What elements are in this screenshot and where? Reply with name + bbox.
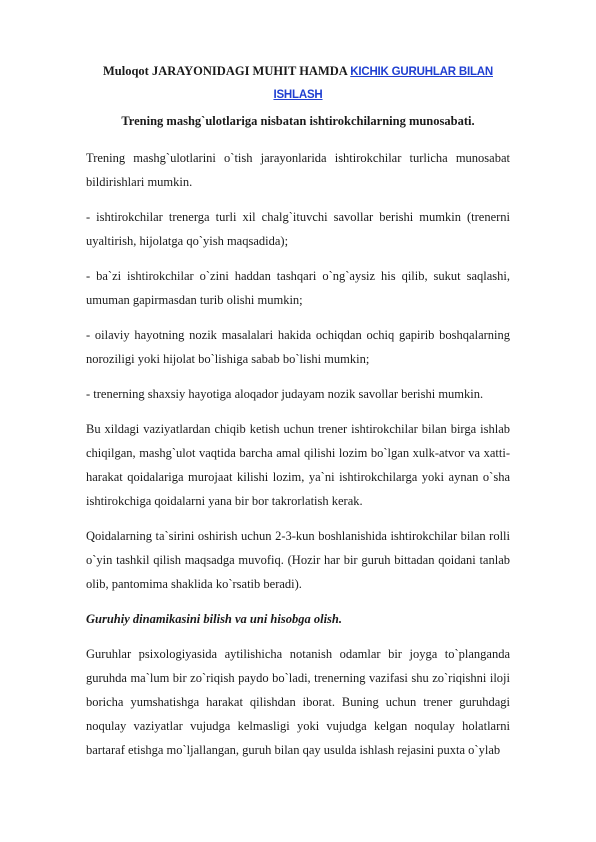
- paragraph: - oilaviy hayotning nozik masalalari hakida ochiqdan ochiq gapirib boshqalarning noroziligi yoki hijolat bo`lishiga sabab bo`lishi mumkin;: [86, 328, 510, 366]
- section-heading: Guruhiy dinamikasini bilish va uni hisobga olish.: [86, 612, 342, 626]
- title-link[interactable]: KICHIK GURUHLAR BILAN ISHLASH: [273, 66, 493, 101]
- paragraph: - trenerning shaxsiy hayotiga aloqador judayam nozik savollar berishi mumkin.: [86, 387, 484, 401]
- paragraph: Trening mashg`ulotlarini o`tish jarayonlarida ishtirokchilar turlicha munosabat bildirishlari mumkin.: [86, 151, 510, 189]
- document-title: [86, 60, 510, 106]
- title-text: Muloqot JARAYONIDAGI MUHIT HAMDA: [103, 64, 351, 78]
- paragraph: - ba`zi ishtirokchilar o`zini haddan tashqari o`ng`aysiz his qilib, sukut saqlashi, umuman gapirmasdan turib olishi mumkin;: [86, 269, 510, 307]
- paragraph: - ishtirokchilar trenerga turli xil chalg`ituvchi savollar berishi mumkin (trenerni uyaltirish, hijolatga qo`yish maqsadida);: [86, 210, 510, 248]
- document-subtitle: Trening mashg`ulotlariga nisbatan ishtirokchilarning munosabati.: [121, 114, 475, 128]
- paragraph: Qoidalarning ta`sirini oshirish uchun 2-3-kun boshlanishida ishtirokchilar bilan rolli o`yin tashkil qilish maqsadga muvofiq. (Hozir har bir guruh bittadan qoidani tanlab olib, pantomima shaklida ko`rsatib beradi).: [86, 529, 510, 591]
- document-page: [86, 60, 510, 773]
- paragraph: Bu xildagi vaziyatlardan chiqib ketish uchun trener ishtirokchilar bilan birga ishlab chiqilgan, mashg`ulot vaqtida barcha amal qilishi lozim bo`lgan xulk-atvor va xatti-harakat qoidalariga murojaat kilishi lozim, ya`ni ishtirokchilarga yoki aynan o`sha ishtirokchiga qoidalarni yana bir bor takrorlatish kerak.: [86, 422, 510, 508]
- paragraph: Guruhlar psixologiyasida aytilishicha notanish odamlar bir joyga to`planganda guruhda ma`lum bir zo`riqish paydo bo`ladi, trenerning vazifasi shu zo`riqishni iloji boricha yumshatishga harakat qilishdan iborat. Buning uchun trener guruhdagi noqulay vaziyatlar vujudga kelmasligi yoki vujudga kelgan noqulay holatlarni bartaraf etishga mo`ljallangan, guruh bilan qay usulda ishlash rejasini puxta o`ylab: [86, 647, 510, 757]
